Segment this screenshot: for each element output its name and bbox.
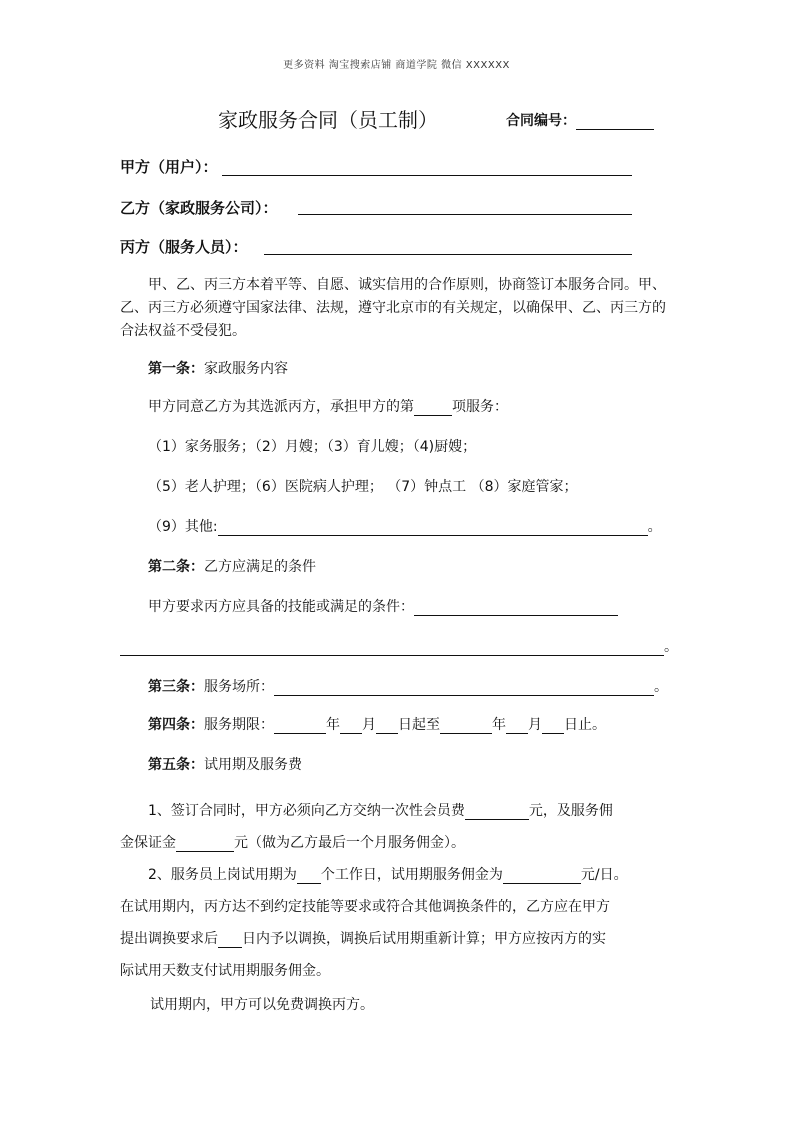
article-5-title: 试用期及服务费: [204, 757, 302, 773]
article-1-title: 家政服务内容: [204, 361, 288, 377]
clause-2-text-a: 2、服务员上岗试用期为: [148, 867, 297, 883]
article-4: [148, 714, 606, 734]
intro-paragraph: 甲、乙、丙三方本着平等、自愿、诚实信用的合作原则，协商签订本服务合同。甲、乙、丙三方必须遵守国家法律、法规，遵守北京市的有关规定，以确保甲、乙、丙三方的合法权益不受侵犯。: [120, 277, 666, 339]
party-c-label: 丙方（服务人员）：: [120, 238, 248, 256]
end-year-unit: 年: [492, 717, 506, 733]
clause-1-text-b: 元，及服务佣: [528, 803, 613, 819]
end-month-unit: 月: [528, 717, 542, 733]
contract-number-blank: [576, 115, 654, 130]
end-day-unit: 日止。: [564, 717, 606, 733]
article-1-heading: [148, 358, 288, 378]
article-4-label: 第四条：: [148, 717, 204, 733]
services-row-1: （1）家务服务；（2）月嫂；（3）育儿嫂；（4)厨嫂；: [148, 439, 477, 455]
start-year-blank: [274, 719, 326, 734]
article-2-label: 第二条：: [148, 559, 204, 575]
start-day-unit: 日起至: [398, 717, 440, 733]
membership-fee-blank: [465, 805, 529, 820]
service-location-blank: [274, 681, 654, 696]
contract-number: [506, 110, 654, 130]
start-day-blank: [376, 719, 398, 734]
clause-2-line-3: [120, 928, 606, 948]
start-month-unit: 月: [362, 717, 376, 733]
article-2-blank-2: [120, 641, 664, 656]
article-5-label: 第五条：: [148, 757, 204, 773]
clause-1-text-d: 元（做为乙方最后一个月服务佣金）。: [234, 835, 465, 851]
services-other-blank: [218, 521, 648, 536]
services-row-3: [148, 516, 662, 536]
end-month-blank: [506, 719, 528, 734]
article-2-text: [148, 596, 618, 616]
article-3: [148, 676, 668, 696]
clause-2-text-f: 日内予以调换，调换后试用期重新计算；甲方应按丙方的实: [242, 931, 606, 947]
article-2-text-label: 甲方要求丙方应具备的技能或满足的条件：: [148, 599, 414, 615]
article-2-line-2: [120, 636, 678, 656]
page-header: 更多资料 淘宝搜索店铺 商道学院 微信 XXXXXX: [283, 60, 510, 71]
article-2-heading: [148, 556, 316, 576]
clause-1-text-c: 金保证金: [120, 835, 176, 851]
article-1-text-a: 甲方同意乙方为其选派丙方，承担甲方的第: [148, 399, 414, 415]
article-2-blank-1: [414, 601, 618, 616]
trial-days-blank: [297, 869, 321, 884]
party-a-label: 甲方（用户）：: [120, 158, 218, 176]
deposit-blank: [176, 837, 234, 852]
clause-1-line-2: [120, 832, 465, 852]
contract-number-label: 合同编号：: [506, 113, 576, 129]
clause-2-text-b: 个工作日，试用期服务佣金为: [320, 867, 503, 883]
clause-2-line-2: 在试用期内，丙方达不到约定技能等要求或符合其他调换条件的，乙方应在甲方: [120, 899, 610, 915]
clause-3: 试用期内，甲方可以免费调换丙方。: [150, 997, 374, 1013]
services-other-end: 。: [647, 519, 662, 535]
end-day-blank: [542, 719, 564, 734]
article-3-label: 第三条：: [148, 679, 204, 695]
article-2-title: 乙方应满足的条件: [204, 559, 316, 575]
clause-1-text-a: 1、签订合同时，甲方必须向乙方交纳一次性会员费: [148, 803, 465, 819]
end-year-blank: [440, 719, 492, 734]
article-1-text: [148, 396, 508, 416]
title-row: [218, 104, 688, 134]
article-3-end: 。: [654, 679, 668, 695]
clause-2-text-c: 元/日。: [580, 867, 628, 883]
article-1-text-b: 项服务：: [452, 399, 508, 415]
start-year-unit: 年: [326, 717, 340, 733]
party-c-blank: [264, 253, 632, 255]
clause-2-line-4: 际试用天数支付试用期服务佣金。: [120, 963, 330, 979]
article-1-label: 第一条：: [148, 361, 204, 377]
article-4-title: 服务期限：: [204, 717, 274, 733]
trial-fee-blank: [503, 869, 581, 884]
article-3-title: 服务场所：: [204, 679, 274, 695]
service-number-blank: [414, 401, 452, 416]
services-other-label: （9）其他:: [148, 519, 218, 535]
replace-days-blank: [218, 933, 242, 948]
party-b-blank: [298, 213, 632, 215]
services-row-2: （5）老人护理；（6）医院病人护理； （7）钟点工 （8）家庭管家；: [148, 479, 578, 495]
clause-2-line-1: [148, 864, 628, 884]
article-5-heading: [148, 754, 302, 774]
article-2-end: 。: [664, 639, 678, 655]
clause-2-text-e: 提出调换要求后: [120, 931, 218, 947]
clause-1-line-1: [148, 800, 613, 820]
party-a-blank: [222, 174, 632, 176]
document-title: 家政服务合同（员工制）: [218, 108, 438, 132]
party-b-label: 乙方（家政服务公司）：: [120, 199, 278, 217]
start-month-blank: [340, 719, 362, 734]
